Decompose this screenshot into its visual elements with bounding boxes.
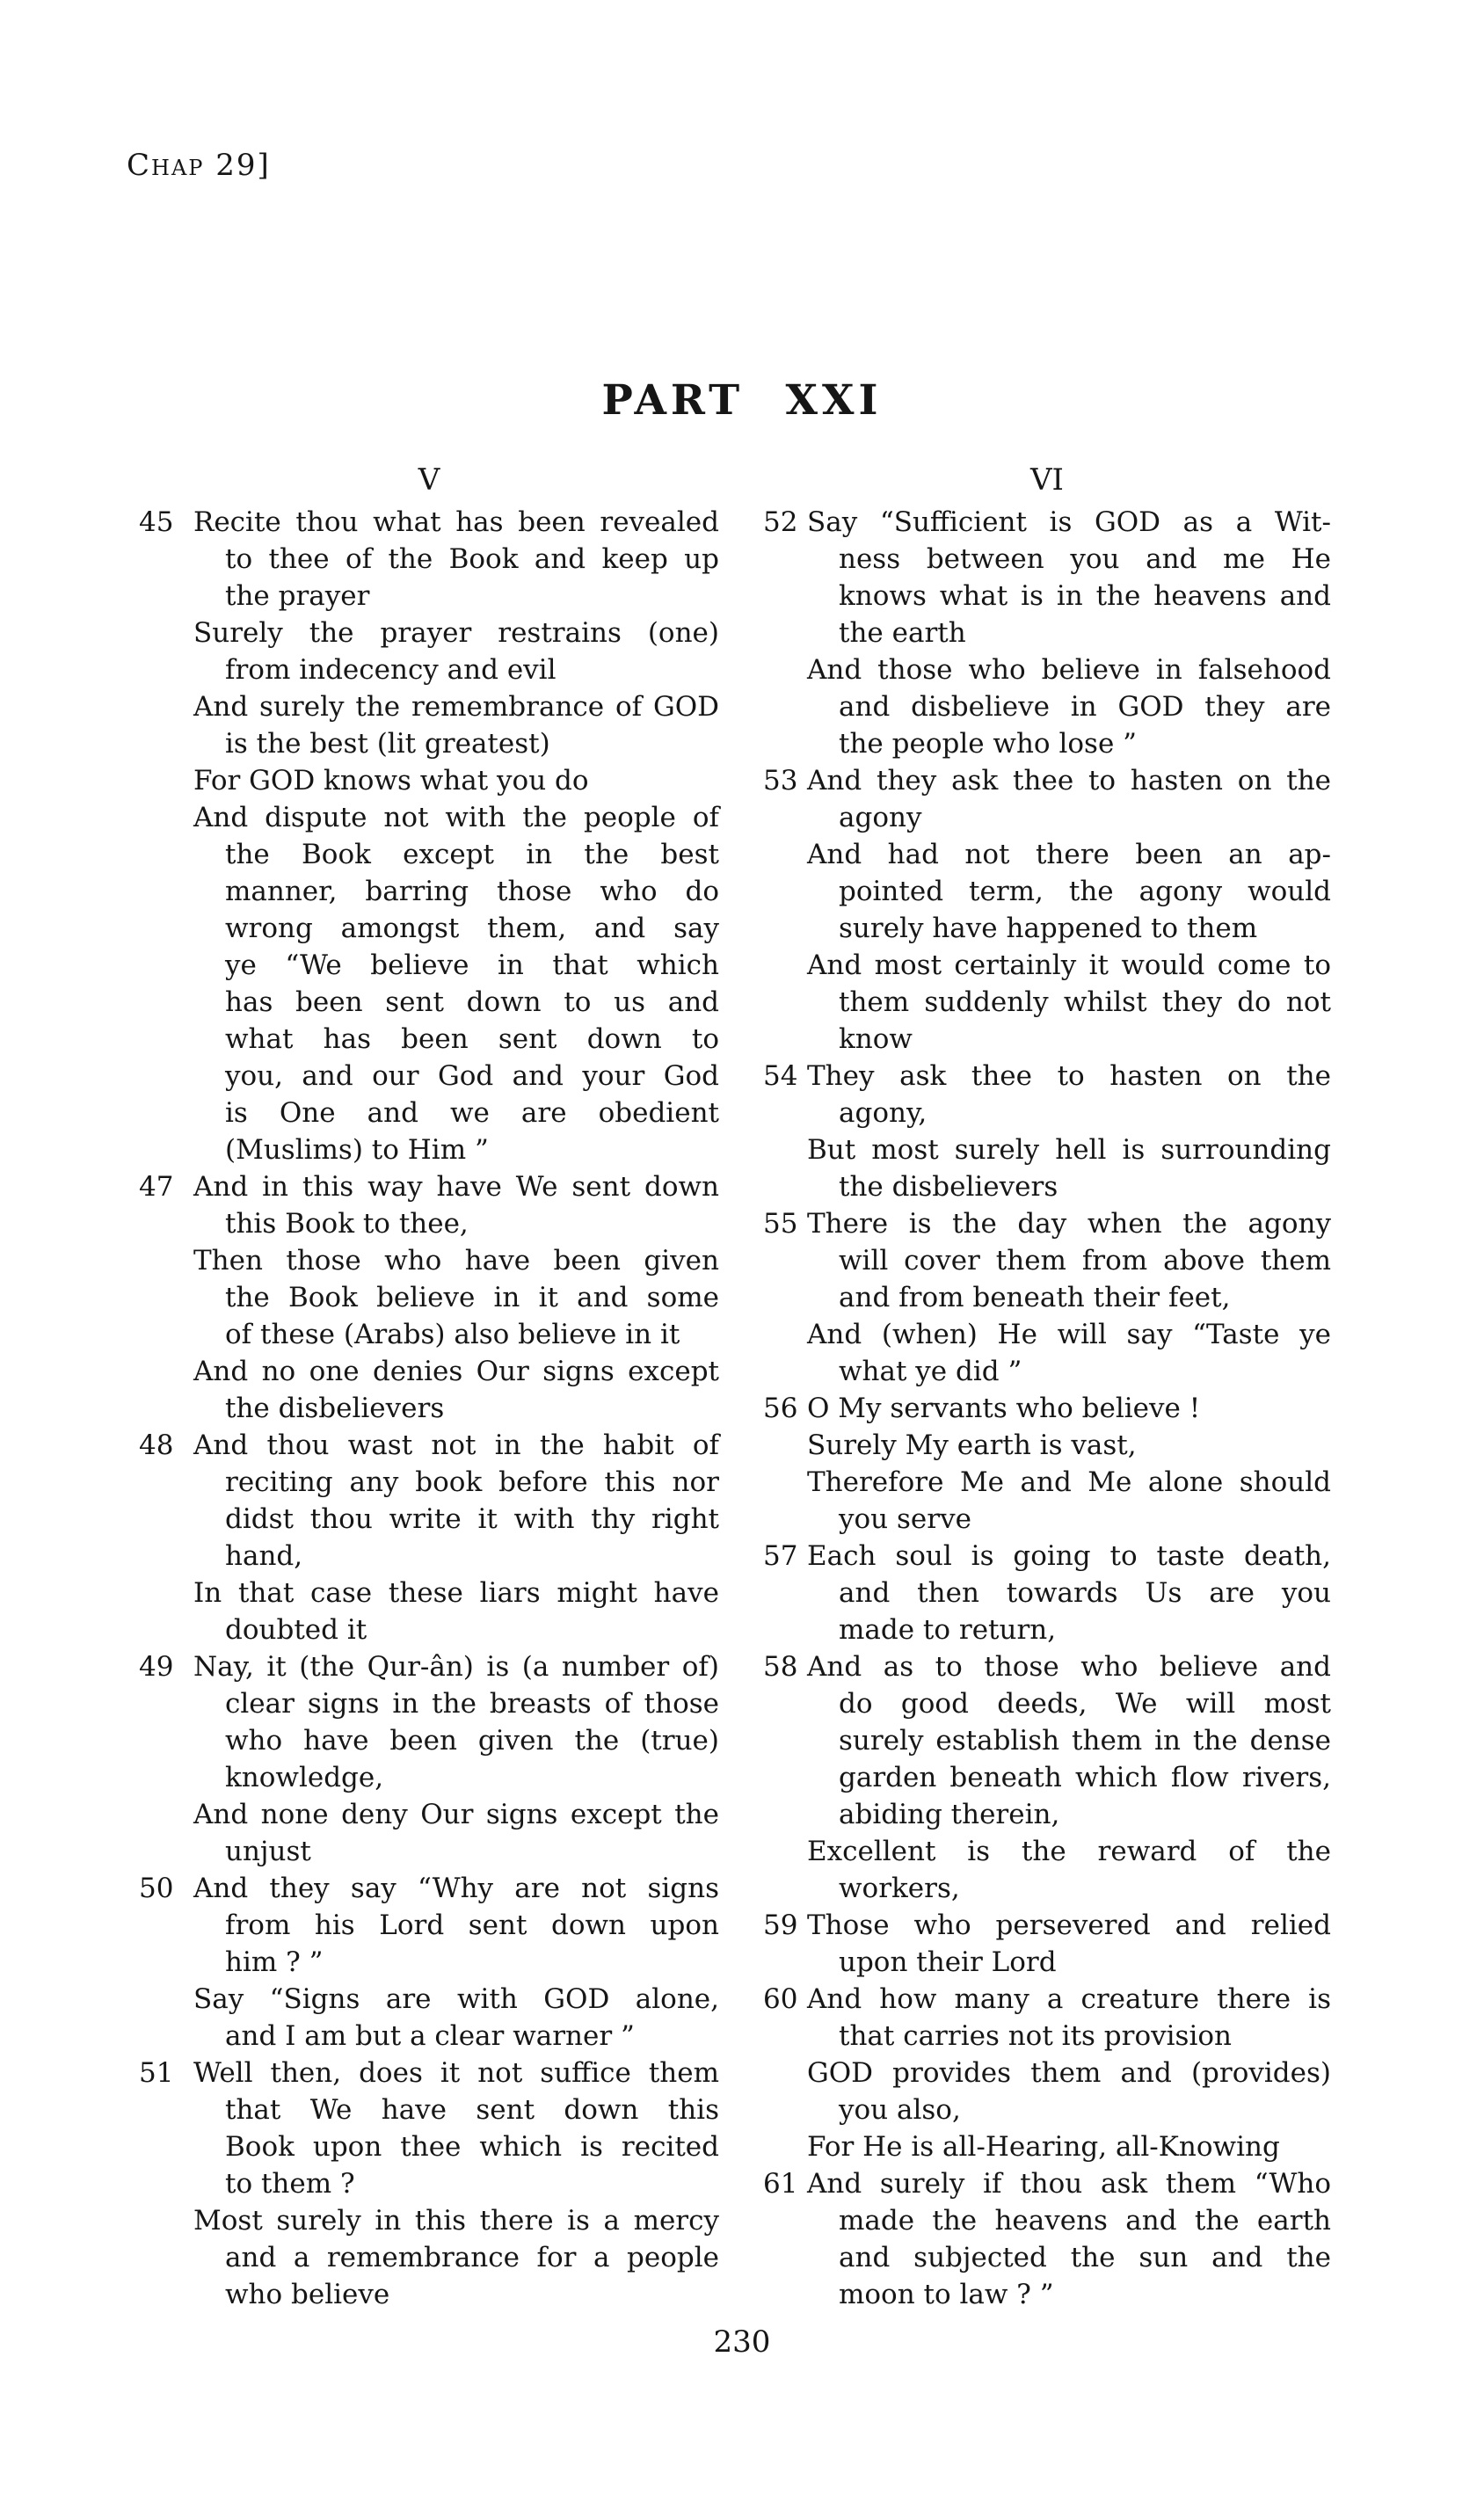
verse-text: And thou wast not in the habit of [193,1429,719,1461]
verse-line [763,799,1331,836]
verse-text: Those who persevered and relied [807,1909,1331,1941]
verse-text: made the heavens and the earth [839,2205,1331,2237]
verse-line [763,2202,1331,2239]
verse-text: For GOD knows what you do [193,765,589,797]
verse-text: In that case these liars might have [193,1577,719,1609]
verse-text: O My servants who believe ! [807,1393,1201,1424]
verse-text: agony, [839,1097,928,1129]
verse-text: (Muslims) to Him ” [225,1134,489,1166]
verse-text: Book upon thee which is recited [225,2131,719,2163]
verse-line [763,1279,1331,1316]
verse-line [139,1981,719,2018]
verse-number: 56 [763,1393,798,1424]
verse-text: the people who lose ” [839,728,1137,760]
verse-text: Surely My earth is vast, [807,1429,1137,1461]
verse-line [763,1501,1331,1538]
verse-text: the disbelievers [839,1171,1058,1203]
verse-line [139,1501,719,1538]
verse-text: Well then, does it not suffice them [193,2057,719,2089]
verse-number: 61 [763,2168,798,2200]
verse-text: is the best (lit greatest) [225,728,550,760]
verse-line [139,2239,719,2276]
verse-line [763,836,1331,873]
verse-line [763,1205,1331,1242]
page-number: 230 [713,2324,771,2360]
verse-text: doubted it [225,1614,367,1646]
verse-line [139,947,719,984]
verse-text: upon their Lord [839,1946,1057,1978]
verse-line [763,1316,1331,1353]
verse-line [763,504,1331,541]
verse-line [763,1759,1331,1796]
verse-line [763,762,1331,799]
verse-number: 58 [763,1651,798,1683]
verse-text: wrong amongst them, and say [225,913,719,944]
verse-text: what has been sent down to [225,1023,719,1055]
column-vi [763,462,1331,2313]
verse-text: and subjected the sun and the [839,2242,1331,2273]
verse-number: 57 [763,1540,798,1572]
verse-line [139,1205,719,1242]
verse-number: 53 [763,765,798,797]
section-heading: VI [1030,462,1064,498]
verse-text: you serve [839,1503,971,1535]
verse-text: And had not there been an ap- [807,839,1331,870]
verse-line [139,984,719,1021]
verse-text: And in this way have We sent down [193,1171,719,1203]
verse-line [139,2018,719,2055]
verse-line [139,2128,719,2165]
verse-line [763,947,1331,984]
verse-line [763,2239,1331,2276]
verse-text: And dispute not with the people of [193,802,719,833]
verse-line [139,1464,719,1501]
verse-line [763,1095,1331,1131]
verse-text: agony [839,802,922,833]
verse-line [139,1390,719,1427]
verse-text: ye “We believe in that which [225,949,719,981]
verse-line [139,725,719,762]
verse-line [139,651,719,688]
verse-text: will cover them from above them [839,1245,1331,1277]
verse-text: the prayer [225,580,370,612]
verse-text: them suddenly whilst they do not [839,986,1331,1018]
column-v [139,462,719,2313]
verse-line [763,1242,1331,1279]
verse-text: what ye did ” [839,1356,1022,1387]
verse-text: Excellent is the reward of the [807,1836,1331,1867]
verse-line [139,578,719,615]
verse-text: the disbelievers [225,1393,445,1424]
verse-line [763,1464,1331,1501]
verse-line [763,2276,1331,2313]
verse-line [763,1648,1331,1685]
verse-line [763,1390,1331,1427]
verse-number: 51 [139,2057,174,2089]
verse-text: and then towards Us are you [839,1577,1331,1609]
verse-text: reciting any book before this nor [225,1466,719,1498]
verse-line [139,1575,719,1611]
verse-line [139,615,719,651]
verse-text: unjust [225,1836,311,1867]
verse-line [763,2018,1331,2055]
verse-line [763,1021,1331,1058]
verse-text: For He is all-Hearing, all-Knowing [807,2131,1280,2163]
verse-line [763,1353,1331,1390]
verse-text: And (when) He will say “Taste ye [807,1319,1331,1350]
verse-text: him ? ” [225,1946,324,1978]
verse-text: garden beneath which flow rivers, [839,1762,1331,1793]
verse-line [763,2055,1331,2091]
verse-text: Most surely in this there is a mercy [193,2205,719,2237]
verse-text: Nay, it (the Qur-ân) is (a number of) [193,1651,719,1683]
verse-text: knows what is in the heavens and [839,580,1331,612]
verse-line [139,1131,719,1168]
verse-line [763,1796,1331,1833]
verse-line [763,1685,1331,1722]
verse-number: 54 [763,1060,798,1092]
verse-text: this Book to thee, [225,1208,469,1240]
verse-line [763,1131,1331,1168]
part-title: PART XXI [601,376,883,425]
verse-line [763,578,1331,615]
verse-text: And those who believe in falsehood [807,654,1331,686]
verse-line [763,1944,1331,1981]
verse-line [763,984,1331,1021]
verse-text: surely have happened to them [839,913,1258,944]
verse-text: They ask thee to hasten on the [807,1060,1331,1092]
verse-text: pointed term, the agony would [839,876,1331,907]
verse-line [139,762,719,799]
verse-text: and from beneath their feet, [839,1282,1231,1313]
verse-line [763,2128,1331,2165]
verse-line [139,2276,719,2313]
verse-line [763,2165,1331,2202]
verse-line [763,910,1331,947]
verse-text: of these (Arabs) also believe in it [225,1319,680,1350]
verse-line [763,725,1331,762]
verse-text: who have been given the (true) [225,1725,719,1757]
verse-line [763,688,1331,725]
verse-text: you also, [839,2094,961,2126]
verse-line [763,541,1331,578]
verse-text: that We have sent down this [225,2094,719,2126]
verse-line [139,1242,719,1279]
verse-text: the earth [839,617,966,649]
verse-text: And no one denies Our signs except [193,1356,719,1387]
verse-line [763,1870,1331,1907]
verse-line [763,651,1331,688]
verse-text: the Book except in the best [225,839,719,870]
verse-line [139,1833,719,1870]
verse-line [139,1353,719,1390]
verse-line [139,1722,719,1759]
verse-text: is One and we are obedient [225,1097,719,1129]
verse-line [139,1427,719,1464]
verse-line [139,873,719,910]
verse-text: made to return, [839,1614,1057,1646]
verse-number: 50 [139,1873,174,1904]
verse-text: do good deeds, We will most [839,1688,1331,1720]
verse-number: 48 [139,1429,174,1461]
verse-line [139,1759,719,1796]
verse-text: that carries not its provision [839,2020,1233,2052]
verse-text: Each soul is going to taste death, [807,1540,1331,1572]
verse-line [139,1168,719,1205]
verse-text: you, and our God and your God [225,1060,719,1092]
verse-text: ness between you and me He [839,543,1331,575]
chapter-header: Chap 29] [127,148,271,183]
verse-line [139,1685,719,1722]
verse-text: and I am but a clear warner ” [225,2020,635,2052]
verse-text: Then those who have been given [193,1245,719,1277]
verse-text: And surely if thou ask them “Who [807,2168,1331,2200]
verse-text: And most certainly it would come to [807,949,1331,981]
verse-text: And how many a creature there is [807,1983,1331,2015]
verse-line [139,1870,719,1907]
verse-line [763,1427,1331,1464]
verse-number: 49 [139,1651,174,1683]
verse-line [763,1907,1331,1944]
verse-text: Say “Signs are with GOD alone, [193,1983,719,2015]
verse-text: moon to law ? ” [839,2279,1054,2310]
verse-line [139,1796,719,1833]
verse-text: who believe [225,2279,390,2310]
verse-number: 45 [139,506,174,538]
verse-line [139,2202,719,2239]
verse-text: and a remembrance for a people [225,2242,719,2273]
verse-text: workers, [839,1873,960,1904]
verse-text: has been sent down to us and [225,986,719,1018]
section-heading: V [418,462,440,498]
verse-line [139,1538,719,1575]
verse-text: There is the day when the agony [807,1208,1331,1240]
verse-text: But most surely hell is surrounding [807,1134,1331,1166]
verse-line [139,1021,719,1058]
verse-text: Say “Sufficient is GOD as a Wit- [807,506,1331,538]
verse-text: manner, barring those who do [225,876,719,907]
verse-line [763,1611,1331,1648]
verse-text: And they say “Why are not signs [193,1873,719,1904]
verse-text: Surely the prayer restrains (one) [193,617,719,649]
verse-line [139,1944,719,1981]
verse-text: didst thou write it with thy right [225,1503,719,1535]
verse-text: Therefore Me and Me alone should [807,1466,1331,1498]
verse-line [139,688,719,725]
verse-line [139,2165,719,2202]
verse-line [139,2091,719,2128]
verse-line [763,873,1331,910]
verse-line [763,1058,1331,1095]
verse-text: And as to those who believe and [807,1651,1331,1683]
verse-text: know [839,1023,913,1055]
verse-line [139,910,719,947]
verse-text: the Book believe in it and some [225,1282,719,1313]
verse-text: to thee of the Book and keep up [225,543,719,575]
verse-line [139,541,719,578]
verse-line [763,1722,1331,1759]
verse-text: from indecency and evil [225,654,556,686]
verse-text: clear signs in the breasts of those [225,1688,719,1720]
verse-line [139,1907,719,1944]
verse-line [139,504,719,541]
verse-text: And surely the remembrance of GOD [193,691,719,723]
verse-line [763,2091,1331,2128]
verse-line [139,799,719,836]
verse-number: 55 [763,1208,798,1240]
verse-number: 47 [139,1171,174,1203]
verse-line [139,1095,719,1131]
verse-line [139,1648,719,1685]
verse-text: surely establish them in the dense [839,1725,1331,1757]
verse-text: from his Lord sent down upon [225,1909,719,1941]
verse-text: Recite thou what has been revealed [193,506,719,538]
verse-number: 60 [763,1983,798,2015]
verse-line [139,2055,719,2091]
verse-columns [139,462,1331,2313]
verse-line [763,1538,1331,1575]
verse-text: And none deny Our signs except the [193,1799,719,1830]
verse-line [763,1168,1331,1205]
verse-line [139,1611,719,1648]
verse-line [139,1279,719,1316]
verse-line [763,615,1331,651]
verse-number: 52 [763,506,798,538]
verse-line [763,1981,1331,2018]
verse-line [139,1316,719,1353]
verse-line [139,1058,719,1095]
verse-line [763,1833,1331,1870]
verse-text: and disbelieve in GOD they are [839,691,1331,723]
verse-text: to them ? [225,2168,355,2200]
verse-line [763,1575,1331,1611]
verse-number: 59 [763,1909,798,1941]
verse-text: GOD provides them and (provides) [807,2057,1331,2089]
verse-text: hand, [225,1540,303,1572]
verse-text: And they ask thee to hasten on the [807,765,1331,797]
verse-line [139,836,719,873]
verse-text: knowledge, [225,1762,384,1793]
verse-text: abiding therein, [839,1799,1060,1830]
